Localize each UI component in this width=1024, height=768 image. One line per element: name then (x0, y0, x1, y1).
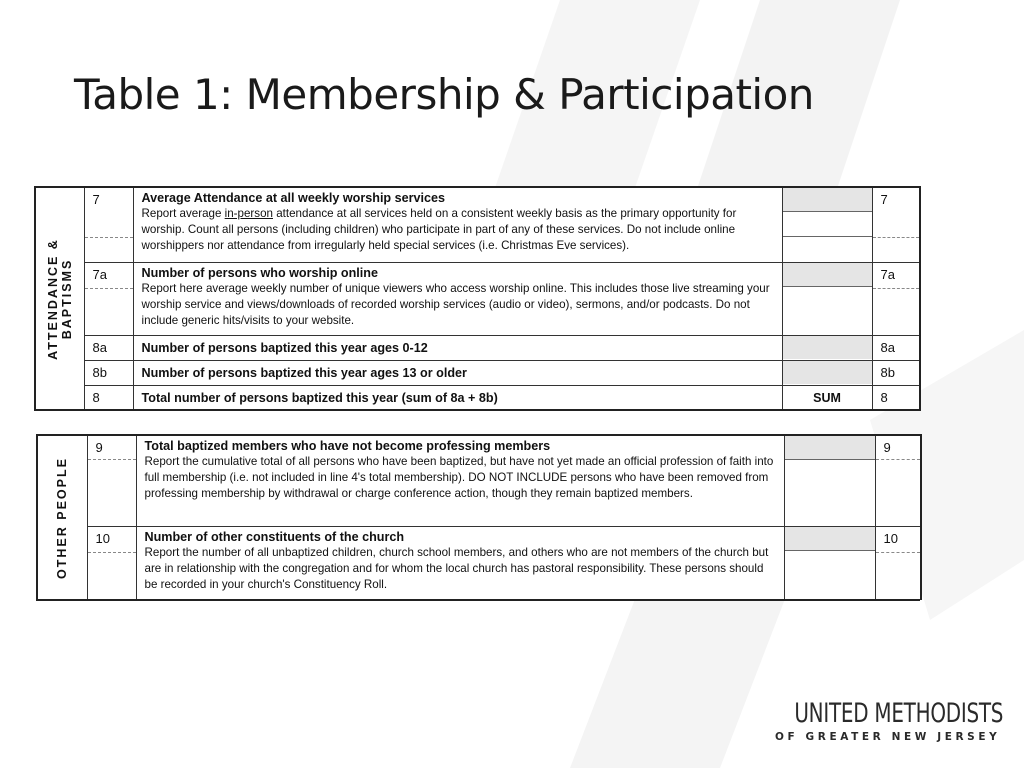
line-body: Report here average weekly number of unique viewers who access worship online. This includes those live streaming your worship service and views/downloads of recorded worship services (audio or video), sermons, and/or podcasts. Do not include generic hits/visits to your website. (141, 281, 770, 327)
line-description-7 (133, 187, 782, 262)
line-number: 7 (92, 192, 100, 207)
attendance-baptisms-table (34, 186, 921, 411)
logo-line-2: OF GREATER NEW JERSEY (775, 731, 1001, 743)
reference-number: 8a (880, 339, 895, 355)
line-heading: Number of other constituents of the church (144, 529, 405, 544)
line-body-text: Report average (141, 207, 225, 220)
line-number-8 (84, 385, 133, 410)
line-heading: Number of persons baptized this year ages 0-12 (141, 340, 428, 355)
line-number-9 (87, 435, 136, 526)
line-body: Report the number of all unbaptized children, church school members, and others who are not members of the church but are in relationship with the congregation and for whom the local church has pastoral responsibility. These persons should be recorded in your church's Constituency Roll. (144, 545, 769, 591)
slide-title: Table 1: Membership & Participation (74, 70, 814, 119)
entry-shaded-box (783, 188, 872, 212)
line-number-10 (87, 526, 136, 600)
line-heading: Number of persons baptized this year ages 13 or older (141, 365, 467, 380)
line-number: 7a (92, 266, 107, 282)
table-bottom-rule (36, 599, 920, 605)
entry-field-9[interactable] (784, 435, 875, 526)
reference-8b (872, 360, 920, 385)
line-number-8a (84, 335, 133, 360)
reference-number: 9 (883, 440, 891, 455)
logo-line-1: UNITED METHODISTS (794, 698, 1004, 729)
entry-field-7[interactable] (782, 187, 872, 262)
line-body (142, 206, 776, 254)
line-number: 10 (95, 530, 110, 546)
entry-shaded-box (783, 361, 872, 384)
line-heading: Number of persons who worship online (141, 265, 378, 280)
line-heading: Total baptized members who have not become professing members (144, 439, 551, 453)
sum-label: SUM (813, 390, 841, 405)
entry-shaded-box (785, 527, 875, 551)
reference-number: 8 (880, 389, 888, 405)
entry-field-10[interactable] (784, 526, 875, 600)
entry-field-8a[interactable] (782, 335, 872, 360)
reference-10 (875, 526, 921, 600)
line-number: 8 (92, 389, 100, 405)
line-description-8 (133, 385, 782, 410)
reference-7 (872, 187, 920, 262)
section-label-line-1: ATTENDANCE & (45, 237, 60, 360)
entry-shaded-box (785, 436, 875, 460)
line-number-8b (84, 360, 133, 385)
section-label-text: OTHER PEOPLE (55, 457, 70, 579)
line-body-text: attendance at all services held on a consistent weekly basis as the primary opportunity for worship. Count all persons (including children) who participate in part of any of these services. Do not include online worshippers nor attendance from irregularly held special services (i.e. Christmas Eve services). (141, 207, 737, 252)
line-number: 8a (92, 339, 107, 355)
line-number: 8b (92, 364, 107, 380)
entry-shaded-box (783, 263, 872, 287)
section-label-attendance-baptisms (35, 187, 84, 410)
entry-field-7a[interactable] (782, 262, 872, 335)
line-description-10 (136, 526, 784, 600)
line-body-emphasis: in-person (224, 207, 273, 220)
reference-number: 7 (880, 192, 888, 207)
line-description-8b (133, 360, 782, 385)
reference-number: 8b (880, 364, 895, 380)
reference-8 (872, 385, 920, 410)
line-body: Report the cumulative total of all persons who have been baptized, but have not yet made an official profession of faith into full membership (i.e. not included in line 4's total membership). DO NOT INCLUDE persons who have been removed from professing membership by withdrawal or charge conference action, though they remain baptized members. (144, 455, 774, 500)
reference-8a (872, 335, 920, 360)
line-heading: Average Attendance at all weekly worship services (141, 191, 446, 205)
section-label-line-2: BAPTISMS (59, 258, 74, 339)
reference-7a (872, 262, 920, 335)
line-description-9 (136, 435, 784, 526)
reference-9 (875, 435, 921, 526)
other-people-table (36, 434, 922, 600)
reference-number: 10 (883, 530, 898, 546)
line-heading: Total number of persons baptized this year (sum of 8a + 8b) (141, 390, 498, 405)
section-label-other-people (37, 435, 87, 600)
line-description-8a (133, 335, 782, 360)
line-number: 9 (95, 440, 103, 455)
entry-field-8b[interactable] (782, 360, 872, 385)
entry-field-8-sum (782, 385, 872, 410)
line-number-7a (84, 262, 133, 335)
entry-shaded-box (783, 336, 872, 359)
reference-number: 7a (880, 266, 895, 282)
umc-gnj-logo (775, 698, 1004, 743)
line-description-7a (133, 262, 782, 335)
line-number-7 (84, 187, 133, 262)
